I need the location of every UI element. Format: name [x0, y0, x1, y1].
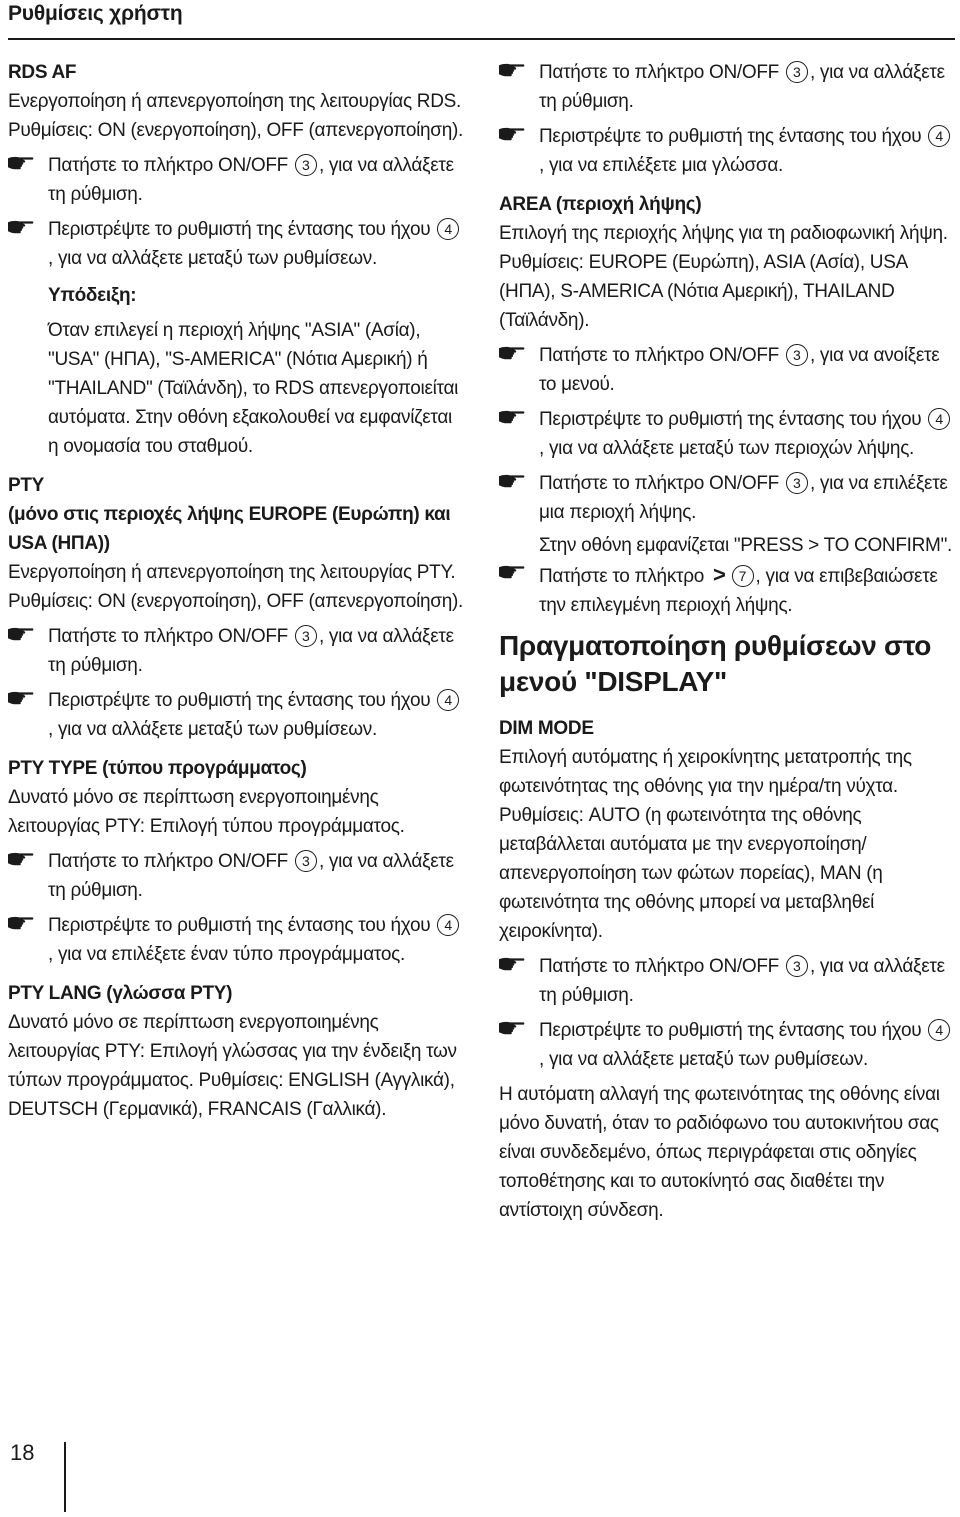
area-step-3-note: Στην οθόνη εμφανίζεται "PRESS > TO CONFIRM".: [539, 535, 953, 556]
pty-type-step-1: Πατήστε το πλήκτρο ON/OFF 3 , για να αλλάξετε τη ρύθμιση.: [8, 847, 464, 905]
dim-mode-closing: Η αυτόματη αλλαγή της φωτεινότητας της οθόνης είναι μόνο δυνατή, όταν το ραδιόφωνο του αυτοκινήτου σας είναι συνδεδεμένο, όπως περιγράφεται στις οδηγίες τοποθέτησης και το αυτοκίνητό σας διαθέτει την αντίστοιχη σύνδεση.: [499, 1084, 940, 1221]
footer-divider: [64, 1442, 66, 1512]
pty-step-1: Πατήστε το πλήκτρο ON/OFF 3 , για να αλλάξετε τη ρύθμιση.: [8, 622, 464, 680]
left-column: [8, 58, 464, 1124]
rds-af-step-2: Περιστρέψτε το ρυθμιστή της έντασης του ήχου 4, για να αλλάξετε μεταξύ των ρυθμίσεων.: [8, 215, 464, 273]
pty-heading: PTY: [8, 475, 45, 496]
chevron-right-icon: >: [712, 562, 726, 587]
pointing-hand-icon: [499, 565, 525, 582]
key-number-badge: 3: [786, 955, 808, 977]
pointing-hand-icon: [8, 852, 34, 869]
pty-description: Ενεργοποίηση ή απενεργοποίηση της λειτουργίας PTY. Ρυθμίσεις: ON (ενεργοποίηση), OFF (απενεργοποίηση).: [8, 562, 463, 612]
pointing-hand-icon: [499, 127, 525, 144]
dim-step-1: Πατήστε το πλήκτρο ON/OFF 3 , για να αλλάξετε τη ρύθμιση.: [499, 952, 955, 1010]
pointing-hand-icon: [499, 63, 525, 80]
area-heading: AREA (περιοχή λήψης): [499, 194, 702, 215]
page-title: Ρυθμίσεις χρήστη: [8, 2, 183, 25]
pointing-hand-icon: [499, 957, 525, 974]
pointing-hand-icon: [499, 1021, 525, 1038]
key-number-badge: 3: [295, 850, 317, 872]
pointing-hand-icon: [8, 627, 34, 644]
area-step-1: Πατήστε το πλήκτρο ON/OFF 3 , για να ανοίξετε το μενού.: [499, 341, 955, 399]
note-box: [8, 281, 464, 461]
pointing-hand-icon: [8, 691, 34, 708]
pty-subtitle: (μόνο στις περιοχές λήψης EUROPE (Ευρώπη) και USA (ΗΠΑ)): [8, 504, 451, 554]
dim-mode-description: Επιλογή αυτόματης ή χειροκίνητης μετατροπής της φωτεινότητας της οθόνης για την ημέρα/τη νύχτα. Ρυθμίσεις: AUTO (η φωτεινότητα της οθόνης μεταβάλλεται αυτόματα με την ενεργοποίηση/απενεργοποίηση των φώτων πορείας), MAN (η φωτεινότητα της οθόνης μπορεί να μεταβληθεί χειροκίνητα).: [499, 747, 912, 942]
key-number-badge: 4: [437, 689, 459, 711]
area-description: Επιλογή της περιοχής λήψης για τη ραδιοφωνική λήψη. Ρυθμίσεις: EUROPE (Ευρώπη), ASIA (Ασία), USA (ΗΠΑ), S-AMERICA (Νότια Αμερική), THAILAND (Ταϊλάνδη).: [499, 223, 948, 331]
note-title: Υπόδειξη:: [48, 285, 137, 306]
key-number-badge: 7: [732, 565, 754, 587]
pointing-hand-icon: [499, 346, 525, 363]
key-number-badge: 4: [437, 914, 459, 936]
pty-step-2: Περιστρέψτε το ρυθμιστή της έντασης του ήχου 4, για να αλλάξετε μεταξύ των ρυθμίσεων.: [8, 686, 464, 744]
key-number-badge: 3: [295, 154, 317, 176]
pty-lang-heading: PTY LANG (γλώσσα PTY): [8, 983, 233, 1004]
key-number-badge: 3: [786, 61, 808, 83]
pointing-hand-icon: [499, 474, 525, 491]
page-header: [8, 0, 955, 40]
pty-lang-description: Δυνατό μόνο σε περίπτωση ενεργοποιημένης λειτουργίας PTY: Επιλογή γλώσσας για την ένδειξη των τύπων προγράμματος. Ρυθμίσεις: ENGLISH (Αγγλικά), DEUTSCH (Γερμανικά), FRANCAIS (Γαλλικά).: [8, 1012, 457, 1120]
lang-step-2: Περιστρέψτε το ρυθμιστή της έντασης του ήχου 4, για να επιλέξετε μια γλώσσα.: [499, 122, 955, 180]
rds-af-step-1: Πατήστε το πλήκτρο ON/OFF 3 , για να αλλάξετε τη ρύθμιση.: [8, 151, 464, 209]
pointing-hand-icon: [8, 220, 34, 237]
key-number-badge: 3: [786, 472, 808, 494]
lang-step-1: Πατήστε το πλήκτρο ON/OFF 3 , για να αλλάξετε τη ρύθμιση.: [499, 58, 955, 116]
pty-type-heading: PTY TYPE (τύπου προγράμματος): [8, 758, 307, 779]
key-number-badge: 3: [786, 344, 808, 366]
rds-af-heading: RDS AF: [8, 62, 77, 83]
pointing-hand-icon: [8, 156, 34, 173]
pointing-hand-icon: [499, 410, 525, 427]
area-step-4: Πατήστε το πλήκτρο > 7 , για να επιβεβαιώσετε την επιλεγμένη περιοχή λήψης.: [499, 560, 955, 620]
dim-mode-heading: DIM MODE: [499, 718, 594, 739]
display-menu-title: Πραγματοποίηση ρυθμίσεων στο μενού "DISPLAY": [499, 630, 932, 697]
page-number: 18: [10, 1440, 35, 1465]
area-step-2: Περιστρέψτε το ρυθμιστή της έντασης του ήχου 4, για να αλλάξετε μεταξύ των περιοχών λήψης.: [499, 405, 955, 463]
key-number-badge: 4: [437, 218, 459, 240]
pointing-hand-icon: [8, 916, 34, 933]
key-number-badge: 4: [928, 125, 950, 147]
note-text: Όταν επιλεγεί η περιοχή λήψης "ASIA" (Ασία), "USA" (ΗΠΑ), "S-AMERICA" (Νότια Αμερική) ή "THAILAND" (Ταϊλάνδη), το RDS απενεργοποιείται αυτόματα. Στην οθόνη εξακολουθεί να εμφανίζεται η ονομασία του σταθμού.: [48, 320, 459, 457]
key-number-badge: 3: [295, 625, 317, 647]
pty-type-step-2: Περιστρέψτε το ρυθμιστή της έντασης του ήχου 4, για να επιλέξετε έναν τύπο προγράμματος.: [8, 911, 464, 969]
key-number-badge: 4: [928, 1019, 950, 1041]
dim-step-2: Περιστρέψτε το ρυθμιστή της έντασης του ήχου 4, για να αλλάξετε μεταξύ των ρυθμίσεων.: [499, 1016, 955, 1074]
rds-af-description: Ενεργοποίηση ή απενεργοποίηση της λειτουργίας RDS. Ρυθμίσεις: ON (ενεργοποίηση), OFF (απενεργοποίηση).: [8, 91, 463, 141]
pty-type-description: Δυνατό μόνο σε περίπτωση ενεργοποιημένης λειτουργίας PTY: Επιλογή τύπου προγράμματος.: [8, 787, 405, 837]
area-step-3: Πατήστε το πλήκτρο ON/OFF 3 , για να επιλέξετε μια περιοχή λήψης.: [499, 469, 955, 527]
right-column: [499, 58, 955, 1225]
key-number-badge: 4: [928, 408, 950, 430]
